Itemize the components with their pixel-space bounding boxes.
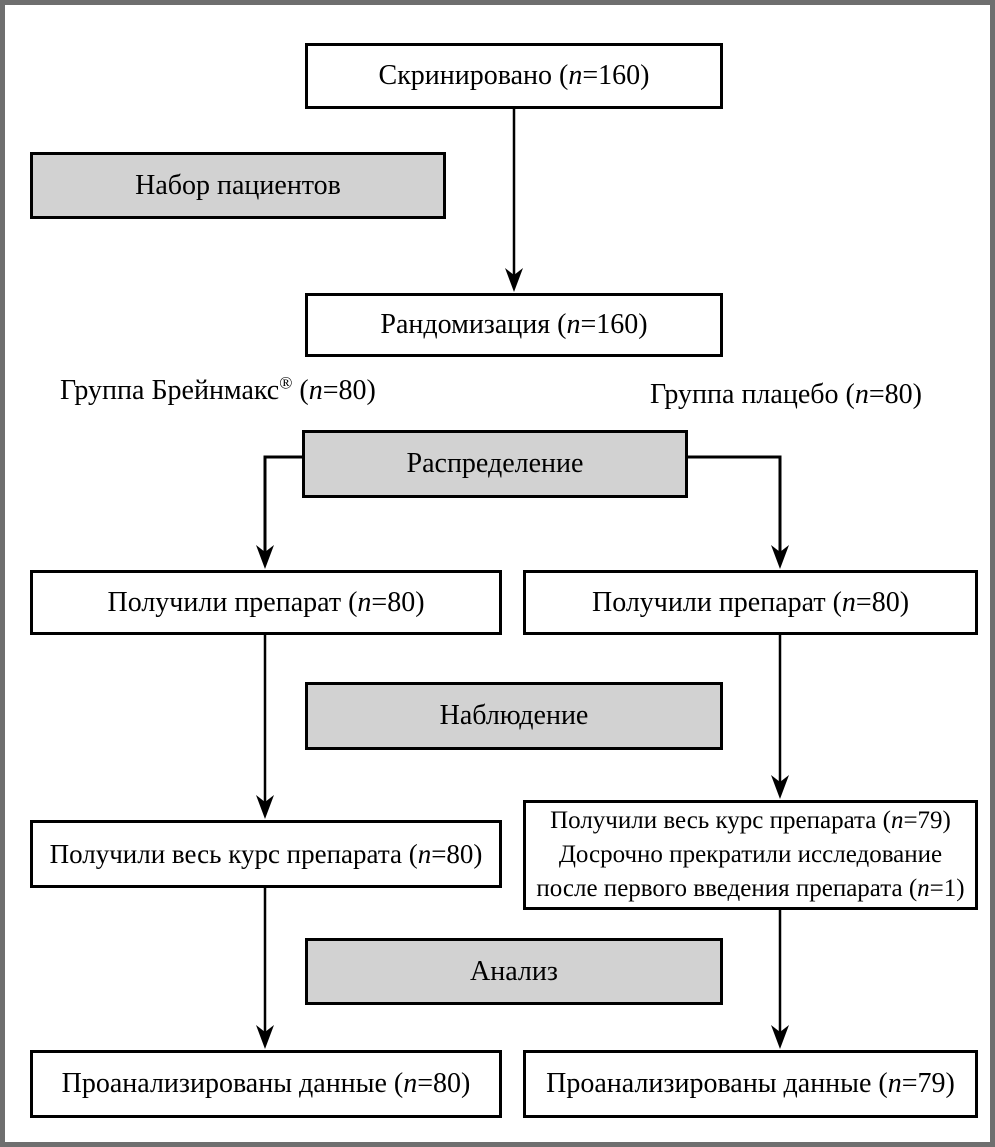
screened-label: Скринировано (n=160) <box>378 60 650 92</box>
stage-recruitment-box <box>30 152 446 219</box>
right-analyzed-box <box>523 1050 978 1118</box>
randomized-box <box>305 293 723 357</box>
right-fullcourse-box <box>523 800 978 910</box>
arrow-allocation-right <box>687 457 780 554</box>
group-label-brainmax: Группа Брейнмакс® (n=80) <box>60 373 376 406</box>
group-label-placebo: Группа плацебо (n=80) <box>650 379 922 410</box>
arrow-allocation-left <box>265 457 303 554</box>
left-fullcourse-box <box>30 820 502 888</box>
stage-analysis-label: Анализ <box>470 955 558 987</box>
right-received-label: Получили препарат (n=80) <box>591 586 910 618</box>
stage-analysis-box <box>305 938 723 1005</box>
right-fullcourse-line3: после первого введения препарата (n=1) <box>536 875 965 902</box>
left-analyzed-label: Проанализированы данные (n=80) <box>61 1068 471 1100</box>
left-analyzed-box <box>30 1050 502 1118</box>
right-received-box <box>523 570 978 635</box>
randomized-label: Рандомизация (n=160) <box>380 309 648 341</box>
right-analyzed-label: Проанализированы данные (n=79) <box>546 1068 955 1100</box>
right-fullcourse-line2: Досрочно прекратили исследование <box>558 841 943 868</box>
stage-allocation-box <box>302 430 688 498</box>
stage-followup-box <box>305 682 723 750</box>
right-fullcourse-line1: Получили весь курс препарата (n=79) <box>550 807 951 834</box>
stage-followup-label: Наблюдение <box>439 700 589 732</box>
screened-box <box>305 43 723 109</box>
stage-allocation-label: Распределение <box>406 448 584 480</box>
left-fullcourse-label: Получили весь курс препарата (n=80) <box>49 838 483 869</box>
left-received-label: Получили препарат (n=80) <box>107 586 425 618</box>
left-received-box <box>30 570 502 635</box>
stage-recruitment-label: Набор пациентов <box>135 169 341 201</box>
